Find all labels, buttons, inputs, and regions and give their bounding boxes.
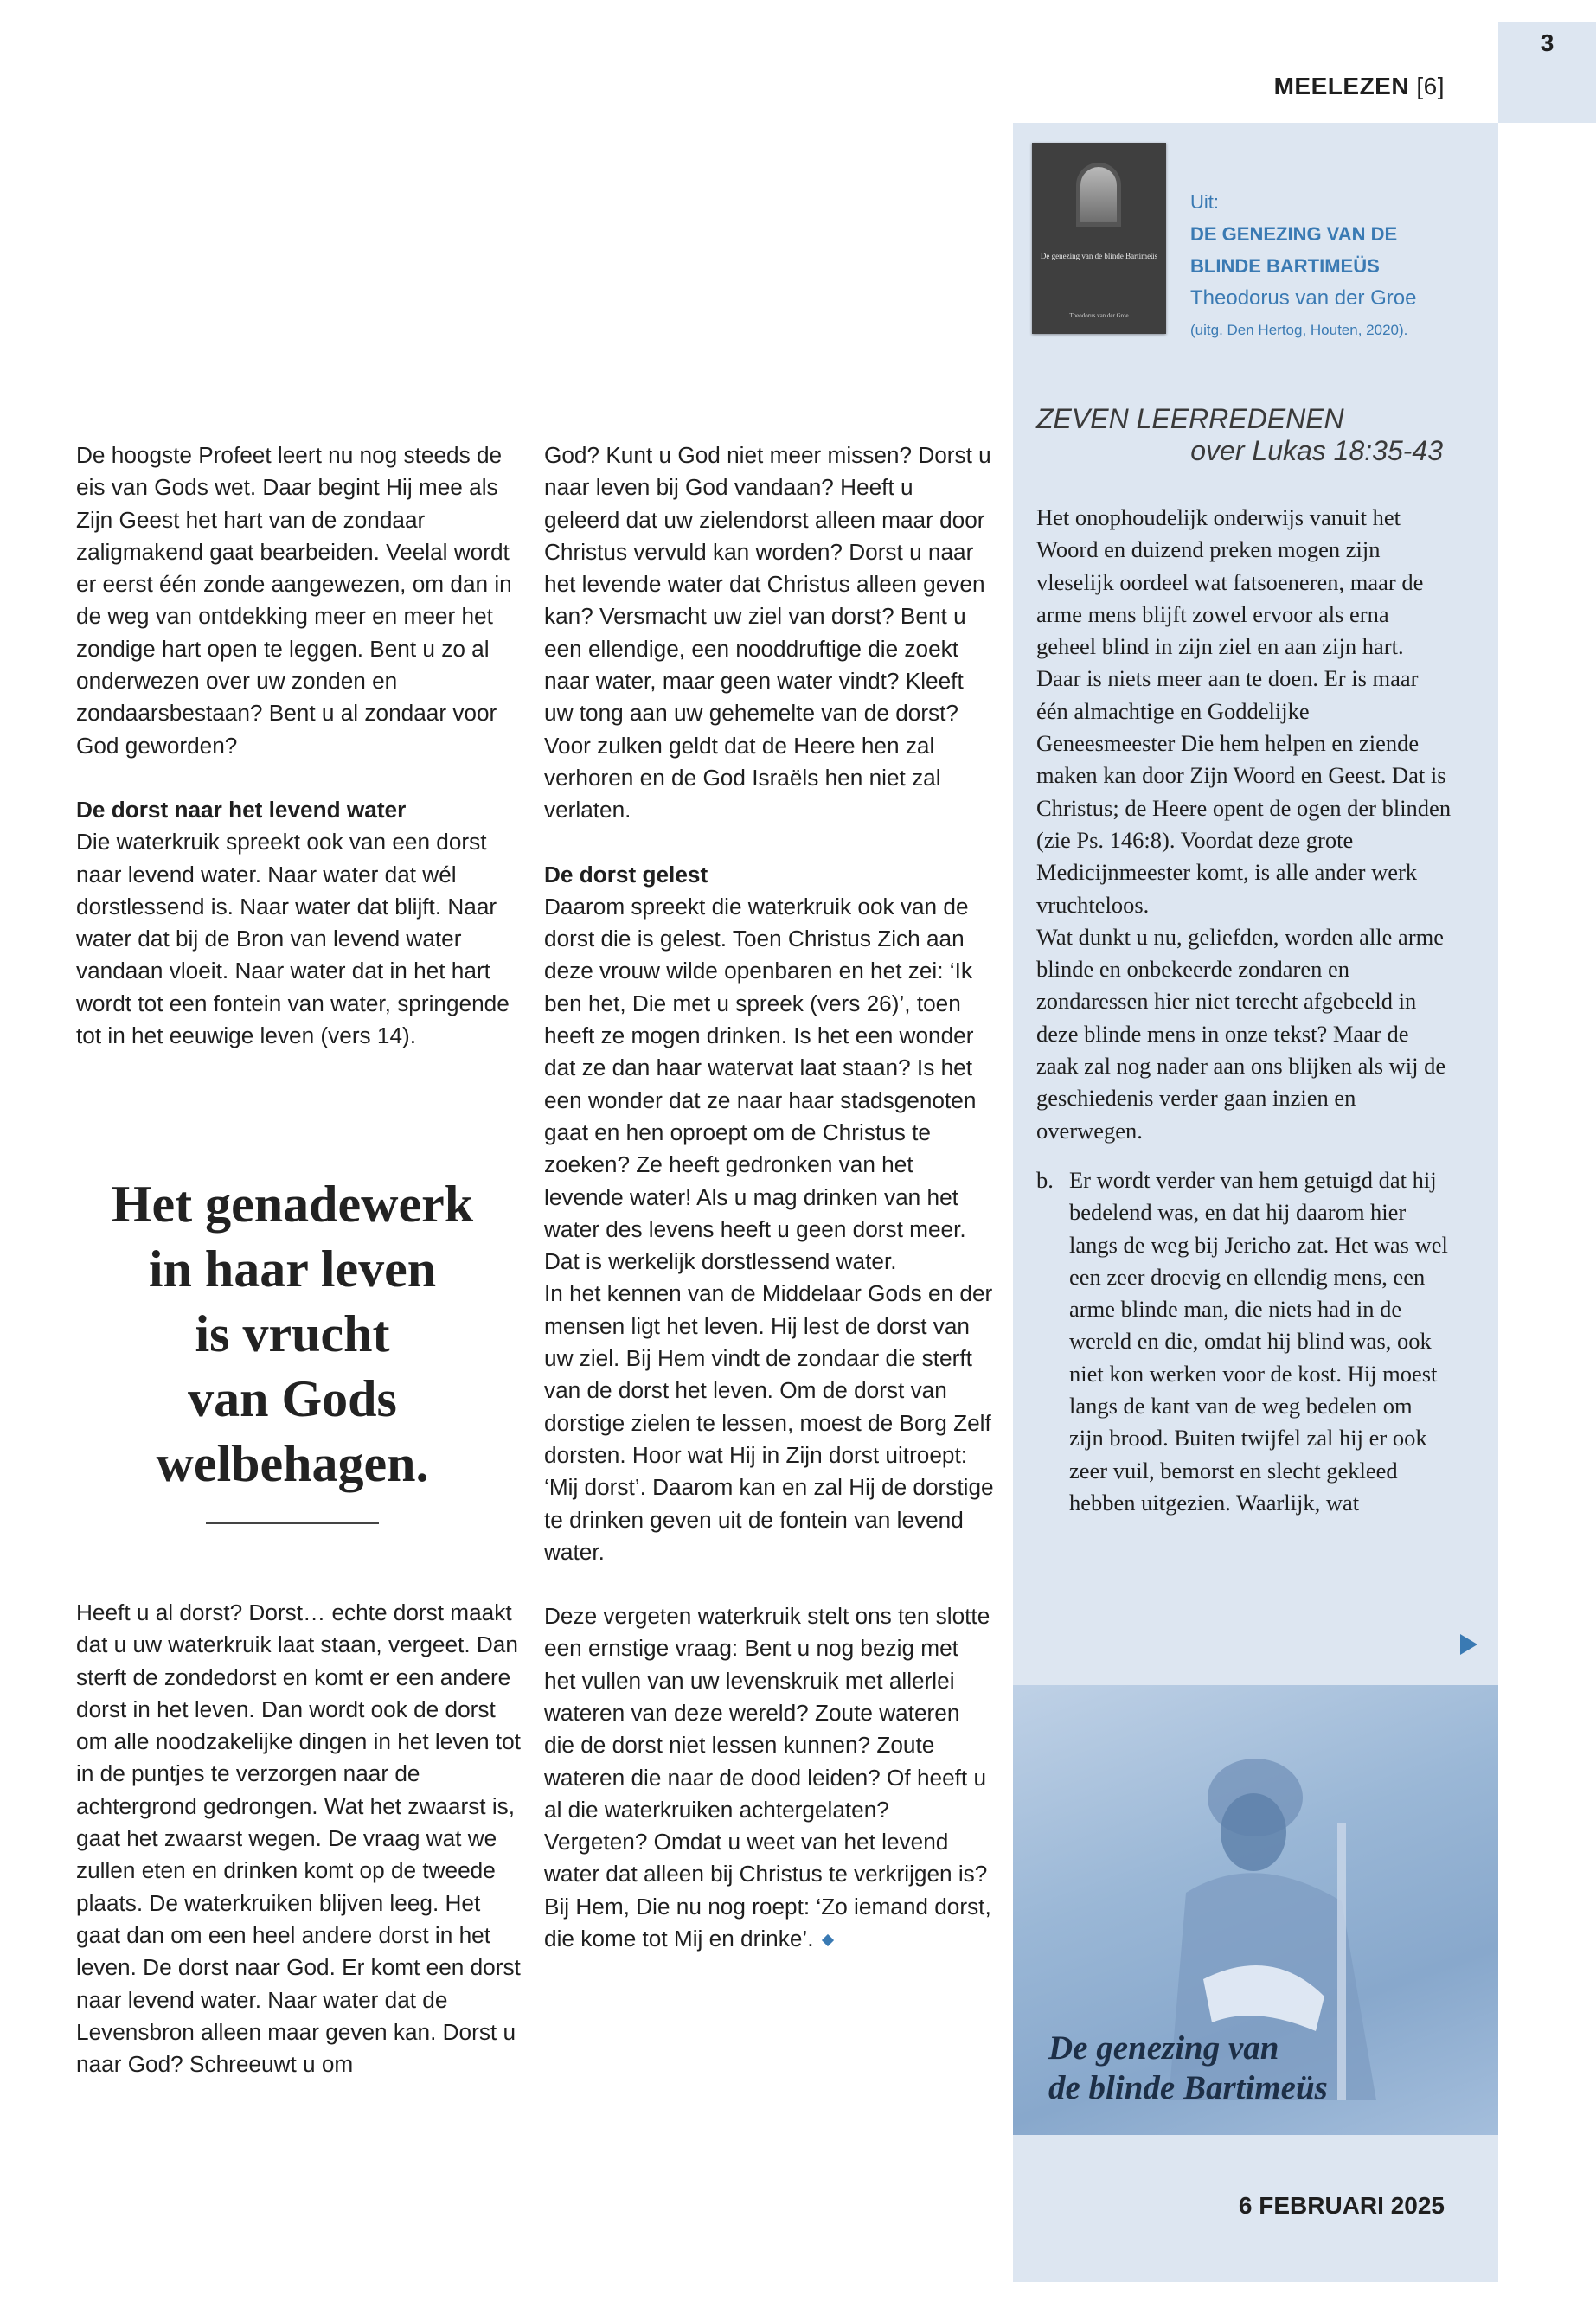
list-item-text: Er wordt verder van hem getuigd dat hij bedelend was, en dat hij daarom hier langs de weg bij Jericho zat. Het was wel een zeer droevig en ellendig mens, een arme blinde man, die niets had in de wereld en die, omdat hij blind was, ook niet kon werken voor de kost. Hij moest langs de kant van de weg bedelen om zijn brood. Buiten twijfel zal hij er ook zeer vuil, bemorst en slecht gekleed hebben uitgezien. Waarlijk, wat bbox=[1069, 1166, 1448, 1516]
footer-date: 6 FEBRUARI 2025 bbox=[1238, 2192, 1445, 2219]
article-column-1-continued bbox=[76, 1597, 526, 2080]
article-paragraph: In het kennen van de Middelaar Gods en der mensen ligt het leven. Hij lest de dorst van uw ziel. Bij Hem vindt de zondaar die sterft van de dorst het leven. Om de dorst van dorstige zielen te lessen, moest de Borg Zelf dorsten. Hoor wat Hij in Zijn dorst uitroept: ‘Mij dorst’. Daarom kan en zal Hij de dorstige te drinken geven uit de fontein van levend water. bbox=[544, 1280, 994, 1565]
sermon-paragraph: Wat dunkt u nu, geliefden, worden alle arme blinde en onbekeerde zondaren en zondaressen hier niet terecht afgebeeld in deze blinde mens in onze tekst? Maar de zaak zal nog nader aan ons blijken als wij de geschiedenis verder gaan inzien en overwegen. bbox=[1036, 923, 1446, 1144]
cover-title: De genezing van de blinde Bartimeüs bbox=[1040, 252, 1158, 260]
continue-arrow-icon bbox=[1460, 1634, 1477, 1655]
sermon-heading bbox=[1036, 403, 1460, 467]
sermon-list-item bbox=[1036, 1164, 1452, 1519]
book-title-line1: DE GENEZING VAN DE bbox=[1190, 223, 1398, 245]
end-mark-icon bbox=[822, 1934, 834, 1946]
subheading: De dorst gelest bbox=[544, 861, 708, 888]
article-final-text: Deze vergeten waterkruik stelt ons ten slotte een ernstige vraag: Bent u nog bezig met het vullen van uw levenskruik met allerlei wateren van deze wereld? Zoute wateren die de dorst niet lessen kunnen? Zoute wateren die naar de dood leiden? Of heeft u al die waterkruiken achtergelaten? Vergeten? Omdat u weet van het levend water dat alleen bij Christus te verkrijgen is? Bij Hem, Die nu nog roept: ‘Zo iemand dorst, die kome tot Mij en drinke’. bbox=[544, 1603, 991, 1952]
article-paragraph: Daarom spreekt die waterkruik ook van de dorst die is gelest. Toen Christus Zich aan deze vrouw wilde openbaren en het zei: ‘Ik ben het, Die met u spreek (vers 26)’, toen heeft ze mogen drinken. Is het een wonder dat ze dan haar watervat laat staan? Is het een wonder dat ze naar haar stadsgenoten gaat en hen oproept om de Christus te zoeken? Ze heeft gedronken van het levende water! Als u mag drinken van het water des levens heeft u geen dorst meer. Dat is werkelijk dorstlessend water. bbox=[544, 893, 977, 1275]
article-paragraph: Heeft u al dorst? Dorst… echte dorst maakt dat u uw waterkruik laat staan, vergeet. Dan sterft de zondedorst en komt er een andere dorst in het leven. Dan wordt ook de dorst om alle noodzakelijke dingen in het leven tot in de puntjes te verzorgen naar de achtergrond gedrongen. Wat het zwaarst is, gaat het zwaarst wegen. De vraag wat we zullen eten en drinken komt op de tweede plaats. De waterkruiken blijven leeg. Het gaat dan om een heel andere dorst in het leven. De dorst naar God. Er komt een dorst naar levend water. Naar water dat de Levensbron alleen maar geven kan. Dorst u naar God? Schreeuwt u om bbox=[76, 1599, 521, 2078]
pull-quote-divider bbox=[206, 1522, 379, 1524]
pull-quote-line: welbehagen. bbox=[156, 1435, 429, 1492]
caption-line1: De genezing van bbox=[1048, 2029, 1279, 2067]
article-column-1 bbox=[76, 439, 526, 1052]
source-from-label: Uit: bbox=[1190, 191, 1219, 213]
article-paragraph bbox=[544, 1600, 994, 1955]
caption-line2: de blinde Bartimeüs bbox=[1048, 2069, 1328, 2106]
section-title: MEELEZEN bbox=[1273, 73, 1410, 99]
illustration-caption bbox=[1048, 2029, 1328, 2108]
book-publisher: (uitg. Den Hertog, Houten, 2020). bbox=[1190, 322, 1408, 338]
article-paragraph: God? Kunt u God niet meer missen? Dorst u naar leven bij God vandaan? Heeft u geleerd dat uw zielendorst alleen maar door Christus vervuld kan worden? Dorst u naar het levende water dat Christus alleen geven kan? Versmacht uw ziel van dorst? Bent u een ellendige, een nooddruftige die zoekt naar water, maar geen water vindt? Kleeft uw tong aan uw gehemelte van de dorst? Voor zulken geldt dat de Heere hen zal verhoren en de God Israëls hen niet zal verlaten. bbox=[544, 442, 991, 824]
book-cover-image bbox=[1032, 143, 1166, 334]
page-number: 3 bbox=[1498, 22, 1596, 123]
book-source bbox=[1190, 186, 1484, 346]
cover-window-illustration bbox=[1080, 167, 1117, 222]
book-title-line2: BLINDE BARTIMEÜS bbox=[1190, 255, 1380, 277]
issue-number: [6] bbox=[1416, 73, 1445, 99]
subheading: De dorst naar het levend water bbox=[76, 796, 407, 823]
article-paragraph: De hoogste Profeet leert nu nog steeds de eis van Gods wet. Daar begint Hij mee als Zijn Geest het hart van de zondaar zaligmakend gaat bearbeiden. Veelal wordt er eerst één zonde aangewezen, om dan in de weg van ontdekking meer en meer het zondige hart open te leggen. Bent u zo al onderwezen over uw zonden en zondaarsbestaan? Bent u al zondaar voor God geworden? bbox=[76, 442, 512, 759]
cover-author: Theodorus van der Groe bbox=[1069, 312, 1129, 319]
list-item-label: b. bbox=[1036, 1166, 1054, 1193]
pull-quote-line: in haar leven bbox=[148, 1240, 437, 1298]
sermon-heading-line2: over Lukas 18:35-43 bbox=[1190, 435, 1443, 466]
pull-quote bbox=[76, 1172, 509, 1497]
pull-quote-line: Het genadewerk bbox=[111, 1176, 474, 1233]
book-author: Theodorus van der Groe bbox=[1190, 286, 1417, 310]
pull-quote-line: is vrucht bbox=[195, 1305, 390, 1362]
sermon-heading-line1: ZEVEN LEERREDENEN bbox=[1036, 403, 1344, 434]
article-paragraph: Die waterkruik spreekt ook van een dorst naar levend water. Naar water dat wél dorstlessend is. Naar water dat blijft. Naar water dat bij de Bron van levend water vandaan vloeit. Naar water dat in het hart wordt tot een fontein van water, springende tot in het eeuwige leven (vers 14). bbox=[76, 829, 510, 1049]
pull-quote-line: van Gods bbox=[188, 1370, 397, 1427]
sermon-paragraph: Het onophoudelijk onderwijs vanuit het Woord en duizend preken mogen zijn vleselijk oordeel wat fatsoeneren, maar de arme mens blijft zowel ervoor als erna geheel blind in zijn ziel en aan zijn hart. Daar is niets meer aan te doen. Er is maar één almachtige en Goddelijke Geneesmeester Die hem helpen en ziende maken kan door Zijn Woord en Geest. Dat is Christus; de Heere opent de ogen der blinden (zie Ps. 146:8). Voordat deze grote Medicijnmeester komt, is alle ander werk vruchteloos. bbox=[1036, 504, 1452, 918]
sermon-excerpt bbox=[1036, 502, 1452, 1519]
section-label bbox=[1274, 73, 1445, 100]
article-column-2 bbox=[544, 439, 994, 1955]
